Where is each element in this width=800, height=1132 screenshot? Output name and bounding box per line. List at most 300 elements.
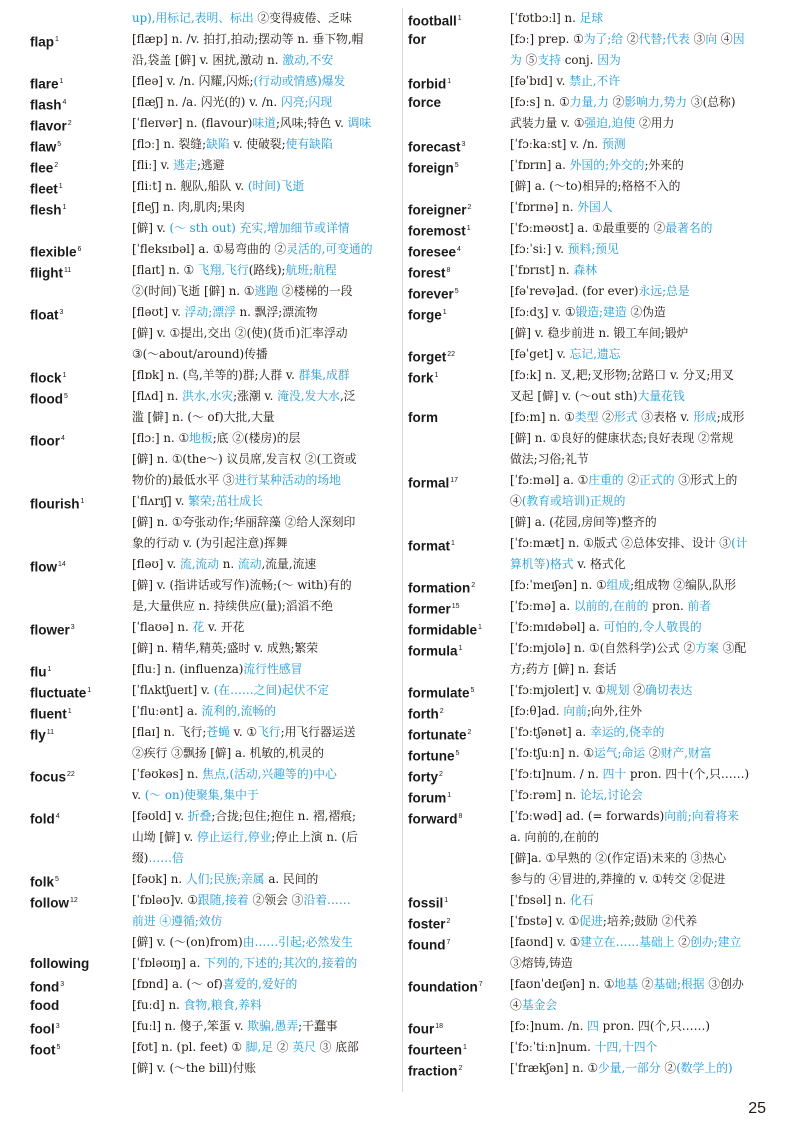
definition-line xyxy=(510,1058,786,1079)
definition-text: [僻] n. 精华,精英;盛时 v. 成熟;繁荣 xyxy=(132,641,319,655)
frequency-number: 14 xyxy=(58,561,66,568)
definition-line xyxy=(132,449,398,470)
frequency-number: 3 xyxy=(55,1023,60,1030)
definition-text: ③熔铸,铸造 xyxy=(510,956,573,970)
dictionary-entry xyxy=(30,260,398,302)
headword-text: flourish xyxy=(30,496,80,512)
headword xyxy=(408,1016,508,1040)
definition-text: [ˈfɔːtʃənət] a. xyxy=(510,725,590,739)
definition-line xyxy=(132,155,398,176)
definition xyxy=(510,470,786,533)
headword-text: forest xyxy=(408,265,446,281)
headword-text: float xyxy=(30,307,59,323)
definition-line xyxy=(132,407,398,428)
definition xyxy=(132,155,398,176)
headword xyxy=(408,1058,508,1082)
frequency-number: 1 xyxy=(55,36,59,43)
dictionary-entry xyxy=(30,428,398,491)
definition-text: [僻] a. (花园,房间等)整齐的 xyxy=(510,515,657,529)
definition xyxy=(510,71,786,92)
definition-text: [ˈflʌrɪʃ] v. xyxy=(132,494,189,508)
definition xyxy=(132,176,398,197)
highlighted-meaning: 浮动;漂浮 xyxy=(184,305,236,319)
highlighted-meaning: 因为 xyxy=(597,53,621,67)
highlighted-meaning: 十四,十四个 xyxy=(594,1040,658,1054)
definition-line xyxy=(132,491,398,512)
definition-text: [fʊt] n. (pl. feet) ① xyxy=(132,1040,246,1054)
definition-text: ;培养;鼓励 ②代养 xyxy=(602,914,698,928)
headword xyxy=(30,701,130,725)
definition-text: [fɔːθ]ad. xyxy=(510,704,564,718)
definition-line xyxy=(132,71,398,92)
definition-line xyxy=(132,239,398,260)
definition-line xyxy=(510,470,786,491)
definition-text: ②变得疲倦、乏味 xyxy=(253,11,352,25)
dictionary-entry xyxy=(30,29,398,71)
highlighted-meaning: 足球 xyxy=(579,11,604,25)
definition-line xyxy=(510,176,786,197)
headword xyxy=(30,974,130,998)
highlighted-meaning: 流利的,流畅的 xyxy=(201,704,277,718)
definition xyxy=(510,680,786,701)
definition-text: [flaɪt] n. ① xyxy=(132,263,198,277)
definition-text: [ˈflʌktʃueɪt] v. xyxy=(132,683,214,697)
highlighted-meaning: ……倍 xyxy=(148,851,184,865)
headword-text: formulate xyxy=(408,685,470,701)
definition xyxy=(132,554,398,617)
definition-text: ② xyxy=(674,935,691,949)
dictionary-entry xyxy=(408,764,786,785)
definition-text: 山坳 [僻] v. xyxy=(132,830,197,844)
highlighted-meaning: 类型 xyxy=(574,410,599,424)
definition-line xyxy=(132,386,398,407)
highlighted-meaning: 外国的;外交的 xyxy=(569,158,645,172)
highlighted-meaning: 森林 xyxy=(573,263,598,277)
highlighted-meaning: 强迫,迫使 xyxy=(584,116,636,130)
dictionary-entry xyxy=(30,155,398,176)
definition xyxy=(132,680,398,701)
definition-text: [ˈfɒstə] v. ① xyxy=(510,914,580,928)
highlighted-meaning: 化石 xyxy=(570,893,594,907)
definition-text: [fliː] v. xyxy=(132,158,174,172)
definition xyxy=(132,239,398,260)
definition xyxy=(132,617,398,659)
highlighted-meaning: 地板 xyxy=(189,431,213,445)
highlighted-meaning: 食物,粮食,养料 xyxy=(183,998,262,1012)
headword-text: forth xyxy=(408,706,439,722)
definition-line xyxy=(132,1058,398,1079)
definition-line xyxy=(132,932,398,953)
definition-text: [fləʊ] v. xyxy=(132,557,180,571)
definition-line xyxy=(510,71,786,92)
headword-text: flight xyxy=(30,265,63,281)
definition-text: [僻] v. (指讲话或写作)流畅;(～ with)有的 xyxy=(132,578,352,592)
definition-line xyxy=(510,827,786,848)
definition-text: [僻] v. 稳步前进 n. 锻工车间;锻炉 xyxy=(510,326,689,340)
definition xyxy=(510,533,786,575)
definition xyxy=(510,134,786,155)
definition-text: ②用力 xyxy=(635,116,675,130)
definition-text: [fɔː]num. /n. xyxy=(510,1019,588,1033)
headword-text: foremost xyxy=(408,223,466,239)
highlighted-meaning: 地基 xyxy=(614,977,638,991)
headword-text: flee xyxy=(30,160,54,176)
headword xyxy=(408,974,508,998)
definition xyxy=(132,134,398,155)
highlighted-meaning: 航班;航程 xyxy=(285,263,337,277)
definition-line xyxy=(510,743,786,764)
dictionary-entry xyxy=(408,638,786,680)
definition-line xyxy=(132,470,398,491)
definition-line xyxy=(132,995,398,1016)
headword xyxy=(30,239,130,263)
definition xyxy=(132,197,398,239)
headword xyxy=(30,1016,130,1040)
highlighted-meaning: 基础;根据 xyxy=(653,977,705,991)
definition xyxy=(510,890,786,911)
dictionary-entry xyxy=(30,722,398,764)
dictionary-entry xyxy=(408,71,786,92)
definition xyxy=(510,8,786,29)
dictionary-entry xyxy=(408,197,786,218)
frequency-number: 2 xyxy=(439,708,444,715)
definition-text: [fɔːk] n. 叉,耙;叉形物;岔路口 v. 分叉;用叉 xyxy=(510,368,734,382)
frequency-number: 5 xyxy=(470,687,475,694)
highlighted-meaning: 锻造;建造 xyxy=(575,305,627,319)
definition-text: ②(时间)飞逝 [僻] n. ① xyxy=(132,284,255,298)
definition xyxy=(510,617,786,638)
frequency-number: 1 xyxy=(80,498,85,505)
highlighted-meaning: 人们;民族;亲属 xyxy=(185,872,265,886)
definition-text: [ˈfɔːtʃuːn] n. ① xyxy=(510,746,594,760)
definition-text: 沿,袋盖 [僻] v. 困扰,激动 n. xyxy=(132,53,283,67)
dictionary-entry xyxy=(30,134,398,155)
definition-line xyxy=(510,29,786,50)
dictionary-entry xyxy=(408,533,786,575)
headword-text: found xyxy=(408,937,446,953)
definition xyxy=(132,365,398,386)
definition xyxy=(510,155,786,197)
headword-text: fork xyxy=(408,370,434,386)
headword-text: forward xyxy=(408,811,458,827)
headword xyxy=(30,92,130,116)
definition-line xyxy=(510,848,786,869)
definition-text: [fɔː] prep. ① xyxy=(510,32,584,46)
definition-text: [ˈfɔːməl] a. ① xyxy=(510,473,589,487)
definition-text: (路线); xyxy=(248,263,286,277)
headword-text: fraction xyxy=(408,1063,458,1079)
definition-text: [fəˈget] v. xyxy=(510,347,570,361)
definition-line xyxy=(510,92,786,113)
headword-text: flare xyxy=(30,76,59,92)
frequency-number: 22 xyxy=(447,351,456,358)
definition-text: ;外来的 xyxy=(644,158,684,172)
definition-line xyxy=(132,281,398,302)
headword xyxy=(408,533,508,557)
definition-text: ②伪造 xyxy=(626,305,666,319)
highlighted-meaning: 脚,足 xyxy=(245,1040,274,1054)
definition-text: [ˈfɔːmjʊlə] n. ①(自然科学)公式 ② xyxy=(510,641,696,655)
headword-text: foresee xyxy=(408,244,457,260)
highlighted-meaning: 可怕的,令人敬畏的 xyxy=(603,620,702,634)
definition-line xyxy=(510,701,786,722)
definition-text: [ˈfɔːmə] a. xyxy=(510,599,574,613)
highlighted-meaning: 影响力,势力 xyxy=(624,95,688,109)
definition-line xyxy=(510,365,786,386)
definition-text: [僻] v. ①提出,交出 ②(使)(货币)汇率浮动 xyxy=(132,326,348,340)
headword xyxy=(408,8,508,32)
headword-text: four xyxy=(408,1021,435,1037)
frequency-number: 1 xyxy=(447,792,452,799)
headword-text: flock xyxy=(30,370,62,386)
frequency-number: 4 xyxy=(55,813,60,820)
highlighted-meaning: 外国人 xyxy=(577,200,613,214)
dictionary-entry xyxy=(30,680,398,701)
definition-text: ②领会 ③ xyxy=(248,893,304,907)
highlighted-meaning: 确切表达 xyxy=(645,683,693,697)
definition-text: [fəˈrevə]ad. (for ever) xyxy=(510,284,639,298)
highlighted-meaning: 建立在……基础上 xyxy=(580,935,675,949)
frequency-number: 3 xyxy=(59,309,64,316)
definition-line xyxy=(132,680,398,701)
definition-text: [僻] a. (～to)相异的;格格不入的 xyxy=(510,179,681,193)
dictionary-entry xyxy=(408,722,786,743)
highlighted-meaning: 进行某种活动的场地 xyxy=(234,473,341,487)
frequency-number: 4 xyxy=(457,246,461,253)
definition xyxy=(132,8,398,29)
frequency-number: 7 xyxy=(446,939,451,946)
frequency-number: 2 xyxy=(54,162,59,169)
definition xyxy=(132,260,398,302)
definition xyxy=(510,701,786,722)
headword-text: flavor xyxy=(30,118,67,134)
frequency-number: 8 xyxy=(446,267,451,274)
frequency-number: 12 xyxy=(70,897,78,904)
definition-text: ② xyxy=(645,746,661,760)
highlighted-meaning: 沿着…… xyxy=(303,893,351,907)
dictionary-entry xyxy=(30,302,398,365)
headword xyxy=(30,806,130,830)
dictionary-entry xyxy=(30,554,398,617)
highlighted-meaning: 财产,财富 xyxy=(660,746,712,760)
headword-text: forty xyxy=(408,769,438,785)
definition-line xyxy=(132,890,398,911)
frequency-number: 1 xyxy=(87,687,92,694)
definition-text: ③(总称) xyxy=(687,95,736,109)
definition-line xyxy=(132,869,398,890)
headword xyxy=(408,239,508,263)
dictionary-entry xyxy=(408,29,786,71)
headword xyxy=(408,911,508,935)
frequency-number: 5 xyxy=(454,162,459,169)
frequency-number: 7 xyxy=(478,981,483,988)
highlighted-meaning: (时间)飞逝 xyxy=(247,179,305,193)
definition-text: 物价的)最低水平 ③ xyxy=(132,473,235,487)
dictionary-entry xyxy=(30,491,398,554)
dictionary-entry xyxy=(408,596,786,617)
headword-text: flower xyxy=(30,622,70,638)
headword xyxy=(408,29,508,50)
definition-line xyxy=(510,533,786,554)
dictionary-entry xyxy=(408,701,786,722)
definition-text: ;底 ②(楼房)的层 xyxy=(212,431,301,445)
highlighted-meaning: 闪亮;闪现 xyxy=(280,95,333,109)
headword xyxy=(408,785,508,809)
highlighted-meaning: (教育或培训)正规的 xyxy=(521,494,626,508)
highlighted-meaning: 忘记,遗忘 xyxy=(569,347,621,361)
frequency-number: 1 xyxy=(457,15,462,22)
definition-text: v. xyxy=(132,788,145,802)
definition-text: [fəʊld] v. xyxy=(132,809,188,823)
headword-text: formidable xyxy=(408,622,478,638)
highlighted-meaning: 为 xyxy=(510,53,522,67)
definition-text: ④ xyxy=(510,998,522,1012)
definition-line xyxy=(510,1037,786,1058)
definition-text: [ˈfleksɪbəl] a. ①易弯曲的 ② xyxy=(132,242,287,256)
definition-text: 武装力量 v. ① xyxy=(510,116,585,130)
headword xyxy=(30,260,130,284)
definition-text: [僻] v. (～(on)from) xyxy=(132,935,243,949)
dictionary-entry xyxy=(408,260,786,281)
frequency-number: 3 xyxy=(461,141,466,148)
frequency-number: 2 xyxy=(446,918,451,925)
frequency-number: 1 xyxy=(67,708,72,715)
definition-text: ;组成物 ②编队,队形 xyxy=(630,578,737,592)
dictionary-entry xyxy=(30,92,398,113)
headword-text: formation xyxy=(408,580,471,596)
definition xyxy=(132,71,398,92)
definition-text: 参与的 ④冒进的,莽撞的 v. ①转交 ②促进 xyxy=(510,872,726,886)
frequency-number: 1 xyxy=(478,624,482,631)
headword-text: fool xyxy=(30,1021,55,1037)
highlighted-meaning: 正式的 xyxy=(639,473,675,487)
headword-text: flow xyxy=(30,559,57,575)
headword-text: following xyxy=(30,956,90,971)
highlighted-meaning: 预测 xyxy=(601,137,626,151)
headword-text: forget xyxy=(408,349,447,365)
frequency-number: 11 xyxy=(46,729,55,736)
definition-text: [ˈfɔːmæt] n. ①版式 ②总体安排、设计 ③ xyxy=(510,536,732,550)
headword xyxy=(30,134,130,158)
definition xyxy=(510,260,786,281)
headword xyxy=(408,617,508,641)
definition-text: ② xyxy=(660,1061,677,1075)
frequency-number: 5 xyxy=(57,141,62,148)
highlighted-meaning: 大量花钱 xyxy=(637,389,685,403)
frequency-number: 1 xyxy=(442,309,447,316)
definition-text: [ˈfrækʃən] n. ① xyxy=(510,1061,598,1075)
definition-text: conj. xyxy=(560,53,598,67)
dictionary-entry xyxy=(30,71,398,92)
definition xyxy=(510,932,786,974)
definition-text: [ˈfʊtbɔːl] n. xyxy=(510,11,580,25)
highlighted-meaning: 激动,不安 xyxy=(282,53,334,67)
definition-text: ;风味;特色 v. xyxy=(275,116,348,130)
definition-text: ② xyxy=(598,410,614,424)
frequency-number: 5 xyxy=(454,288,459,295)
highlighted-meaning: 方案 xyxy=(695,641,719,655)
definition-line xyxy=(132,176,398,197)
headword xyxy=(30,995,130,1016)
definition-text: [ˈfɒrɪst] n. xyxy=(510,263,574,277)
definition xyxy=(132,890,398,953)
definition xyxy=(132,869,398,890)
definition-text: [flɒk] n. (鸟,羊等的)群;人群 v. xyxy=(132,368,299,382)
definition-text: [ˈfɔːˈtiːn]num. xyxy=(510,1040,595,1054)
definition-line xyxy=(132,218,398,239)
headword xyxy=(408,218,508,242)
definition-line xyxy=(510,617,786,638)
definition-text: ② xyxy=(623,473,640,487)
definition-text: ;向外,往外 xyxy=(586,704,642,718)
definition-text: 是,大量供应 n. 持续供应(量);滔滔不绝 xyxy=(132,599,333,613)
headword xyxy=(408,407,508,428)
definition xyxy=(132,659,398,680)
headword-text: foundation xyxy=(408,979,478,995)
headword xyxy=(408,932,508,956)
dictionary-entry xyxy=(30,239,398,260)
highlighted-meaning: 逃走 xyxy=(173,158,197,172)
highlighted-meaning: 力量,力 xyxy=(569,95,609,109)
highlighted-meaning: 幸运的,侥幸的 xyxy=(589,725,665,739)
frequency-number: 1 xyxy=(59,78,64,85)
highlighted-meaning: 算机等)格式 xyxy=(510,557,574,571)
headword-text: form xyxy=(408,410,438,425)
headword-text: flu xyxy=(30,664,47,680)
definition-text: ② xyxy=(273,1040,293,1054)
definition-line xyxy=(510,680,786,701)
highlighted-meaning: 形式 xyxy=(613,410,638,424)
headword-text: forever xyxy=(408,286,454,302)
highlighted-meaning: 焦点,(活动,兴趣等的)中心 xyxy=(202,767,337,781)
dictionary-entry xyxy=(408,743,786,764)
highlighted-meaning: (数学上的) xyxy=(676,1061,733,1075)
definition-text: ,泛 xyxy=(339,389,356,403)
definition-text: [fɒnd] a. (～ of) xyxy=(132,977,223,991)
highlighted-meaning: (在……之间)起伏不定 xyxy=(213,683,330,697)
definition-text: [僻] n. ①(the～) 议员席,发言权 ②(工资或 xyxy=(132,452,357,466)
definition-line xyxy=(132,1016,398,1037)
headword xyxy=(408,596,508,620)
highlighted-meaning: (～ sth out) 充实,增加细节或详情 xyxy=(169,221,350,235)
definition-line xyxy=(510,785,786,806)
highlighted-meaning: up),用标记,表明、标出 xyxy=(132,11,254,25)
headword-text: foster xyxy=(408,916,446,932)
frequency-number: 4 xyxy=(62,99,67,106)
definition-line xyxy=(132,1037,398,1058)
headword xyxy=(408,344,508,368)
definition-line xyxy=(132,344,398,365)
headword-text: flaw xyxy=(30,139,57,155)
frequency-number: 6 xyxy=(77,246,82,253)
definition-line xyxy=(510,806,786,827)
headword-text: forge xyxy=(408,307,442,323)
definition xyxy=(510,281,786,302)
definition-text: ③ 底部 xyxy=(315,1040,359,1054)
definition-text: v. 使破裂; xyxy=(229,137,286,151)
definition-text: [fɔːdʒ] v. ① xyxy=(510,305,576,319)
headword-text: football xyxy=(408,13,457,29)
headword xyxy=(30,29,130,53)
headword-text: for xyxy=(408,32,426,47)
definition xyxy=(510,911,786,932)
definition-text: ;停止上演 n. (后 xyxy=(271,830,358,844)
dictionary-entry xyxy=(30,974,398,995)
definition-line xyxy=(132,533,398,554)
definition xyxy=(132,764,398,806)
frequency-number: 3 xyxy=(70,624,75,631)
highlighted-meaning: 规划 xyxy=(605,683,630,697)
